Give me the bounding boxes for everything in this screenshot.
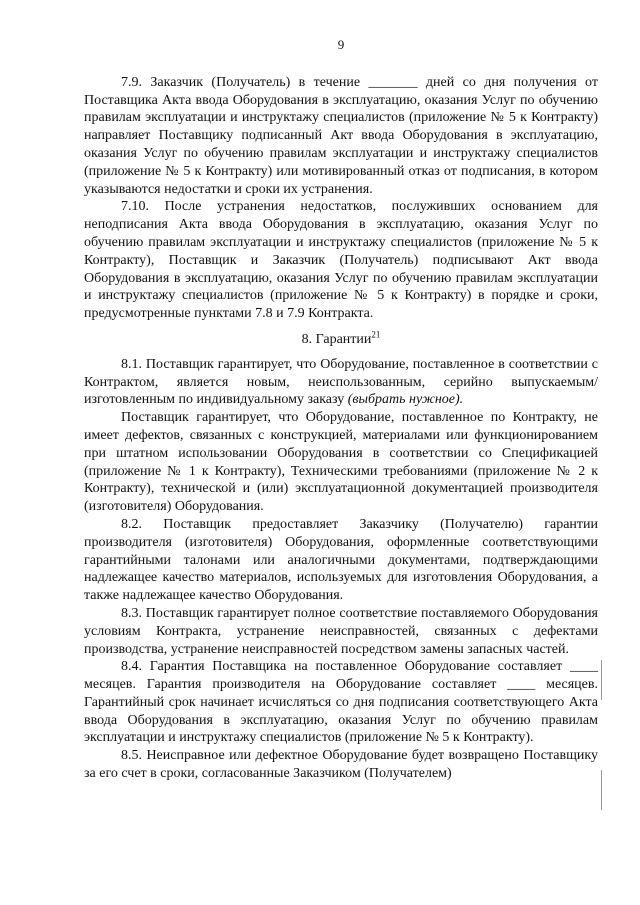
section-heading-text: 8. Гарантии (301, 331, 372, 347)
clause-8-3: 8.3. Поставщик гарантирует полное соответствие поставляемого Оборудования условиям Контракта, устранение неисправностей, связанных с дефектами производства, устранение неисправностей посредством замены запасных частей. (84, 605, 598, 657)
page-number: 9 (337, 37, 345, 52)
clause-7-9: 7.9. Заказчик (Получатель) в течение _______ дней со дня получения от Поставщика Акта ввода Оборудования в эксплуатацию, оказания Услуг по обучению правилам эксплуатации и инструктажу специалистов (приложение № 5 к Контракту) направляет Поставщику подписанный Акт ввода Оборудования в эксплуатацию, оказания Услуг по обучению правилам эксплуатации и инструктажу специалистов (приложение № 5 к Контракту) или мотивированный отказ от подписания, в котором указываются недостатки и сроки их устранения. (84, 74, 598, 197)
footnote-ref: 21 (371, 329, 381, 340)
clause-8-4: 8.4. Гарантия Поставщика на поставленное Оборудование составляет ____ месяцев. Гарантия производителя на Оборудование составляет ____ месяцев. Гарантийный срок начинает исчисляться со дня подписания соответствующего Акта ввода Оборудования в эксплуатацию, оказания Услуг по обучению правилам эксплуатации и инструктажу специалистов (приложение № 5 к Контракту). (84, 659, 598, 746)
clause-8-2: 8.2. Поставщик предоставляет Заказчику (Получателю) гарантии производителя (изготовителя) Оборудования, оформленные соответствующими гарантийными талонами или аналогичными документами, подтверждающими надлежащее качество материалов, используемых для изготовления Оборудования, а также надлежащее качество Оборудования. (84, 516, 598, 604)
scan-artifact-line (601, 660, 602, 700)
clause-8-1 (84, 356, 598, 409)
clause-8-1-continued: Поставщик гарантирует, что Оборудование, поставленное по Контракту, не имеет дефектов, связанных с конструкцией, материалами или функционированием при штатном использовании Оборудования в соответствии со Спецификацией (приложение № 1 к Контракту), Техническими требованиями (приложение № 2 к Контракту), технической и (или) эксплуатационной документацией производителя (изготовителя) Оборудования. (84, 410, 598, 515)
scan-artifact-line (601, 770, 602, 810)
section-heading-guarantees (84, 331, 598, 349)
document-page (84, 36, 598, 783)
clause-8-5: 8.5. Неисправное или дефектное Оборудование будет возвращено Поставщику за его счет в сроки, согласованные Заказчиком (Получателем) (84, 748, 598, 782)
clause-8-1-choice-note: (выбрать нужное). (347, 392, 464, 408)
clause-8-1-text: 8.1. Поставщик гарантирует, что Оборудование, поставленное в соответствии с Контрактом, является новым, неиспользованным, серийно выпускаемым/изготовленным по индивидуальному заказу (84, 356, 598, 408)
clause-7-10: 7.10. После устранения недостатков, послуживших основанием для неподписания Акта ввода Оборудования в эксплуатацию, оказания Услуг по обучению правилам эксплуатации и инструктажу специалистов (приложение № 5 к Контракту), Поставщик и Заказчик (Получатель) подписывают Акт ввода Оборудования в эксплуатацию, оказания Услуг по обучению правилам эксплуатации и инструктажу специалистов (приложение № 5 к Контракту) в порядке и сроки, предусмотренные пунктами 7.8 и 7.9 Контракта. (84, 199, 598, 322)
